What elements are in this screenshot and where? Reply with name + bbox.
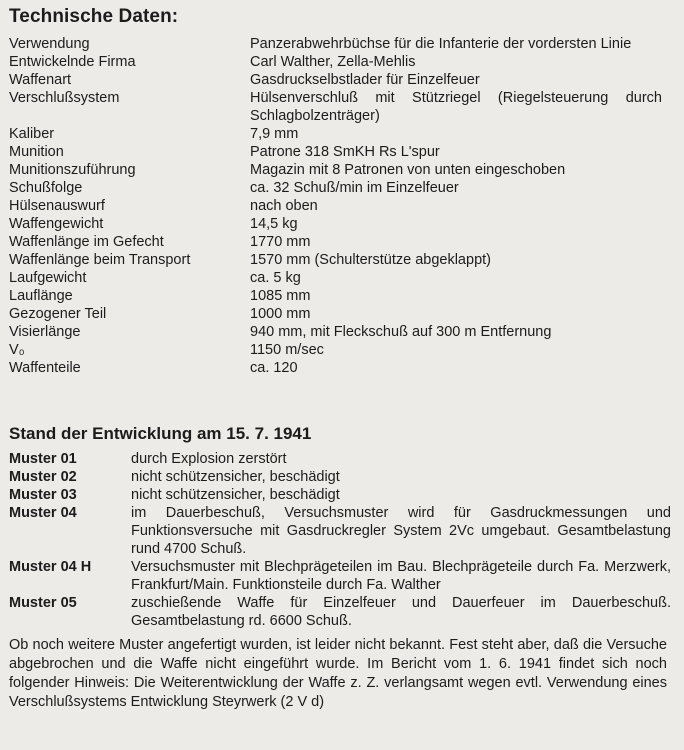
spec-value: 7,9 mm	[250, 126, 299, 142]
spec-label: Waffenteile	[9, 360, 81, 376]
spec-row	[9, 215, 675, 233]
spec-value: 1770 mm	[250, 234, 311, 250]
muster-list	[9, 450, 675, 630]
muster-label: Muster 04	[9, 505, 77, 521]
spec-row	[9, 233, 675, 251]
muster-description: durch Explosion zerstört	[131, 451, 287, 467]
muster-row	[9, 450, 675, 468]
muster-description: Versuchsmuster mit Blechprägeteilen im Bau. Blechprägeteile durch Fa. Merzwerk, Frankfurt/Main. Funktionsteile durch Fa. Walther	[131, 559, 671, 593]
spec-value: Hülsenverschluß mit Stützriegel (Riegelsteuerung durch Schlagbolzenträger)	[250, 90, 662, 124]
spec-row	[9, 71, 675, 89]
spec-label: Verschlußsystem	[9, 90, 120, 106]
spec-row	[9, 197, 675, 215]
muster-row	[9, 558, 675, 594]
muster-label: Muster 02	[9, 469, 77, 485]
spec-row	[9, 53, 675, 71]
spec-value: 1150 m/sec	[250, 342, 324, 358]
spec-value: Panzerabwehrbüchse für die Infanterie der vordersten Linie	[250, 36, 632, 52]
muster-row	[9, 594, 675, 630]
muster-label: Muster 04 H	[9, 559, 92, 575]
spec-row	[9, 323, 675, 341]
spec-label: Entwickelnde Firma	[9, 54, 136, 70]
spec-value: Patrone 318 SmKH Rs L'spur	[250, 144, 440, 160]
spec-label: Verwendung	[9, 36, 90, 52]
spec-label: Munition	[9, 144, 64, 160]
spec-row	[9, 35, 675, 53]
spec-label: Waffenlänge beim Transport	[9, 252, 191, 268]
spec-label: Gezogener Teil	[9, 306, 107, 322]
section-title-stand-der-entwicklung: Stand der Entwicklung am 15. 7. 1941	[9, 424, 312, 443]
spec-label: Hülsenauswurf	[9, 198, 105, 214]
spec-row	[9, 125, 675, 143]
muster-description: zuschießende Waffe für Einzelfeuer und Dauerfeuer im Dauerbeschuß. Gesamtbelastung rd. 6600 Schuß.	[131, 595, 671, 629]
spec-label: Laufgewicht	[9, 270, 87, 286]
muster-label: Muster 05	[9, 595, 77, 611]
spec-row	[9, 305, 675, 323]
closing-paragraph: Ob noch weitere Muster angefertigt wurden, ist leider nicht bekannt. Fest steht aber, daß die Versuche abgebrochen und die Waffe nicht eingeführt wurde. Im Bericht vom 1. 6. 1941 findet sich noch folgender Hinweis: Die Weiterentwicklung der Waffe z. Z. verlangsamt wegen evtl. Verwendung eines Verschlußsystems Entwicklung Steyrwerk (2 V d)	[9, 637, 667, 710]
spec-row	[9, 359, 675, 377]
muster-label: Muster 03	[9, 487, 77, 503]
muster-description: nicht schützensicher, beschädigt	[131, 487, 340, 503]
spec-row	[9, 251, 675, 269]
spec-label: Lauflänge	[9, 288, 73, 304]
spec-label: Kaliber	[9, 126, 55, 142]
spec-label: Waffenlänge im Gefecht	[9, 234, 164, 250]
spec-value: 1570 mm (Schulterstütze abgeklappt)	[250, 252, 491, 268]
spec-label: Waffengewicht	[9, 216, 104, 232]
spec-label: V₀	[9, 342, 25, 358]
muster-row	[9, 486, 675, 504]
spec-row	[9, 143, 675, 161]
spec-value: 1000 mm	[250, 306, 311, 322]
muster-row	[9, 468, 675, 486]
spec-label: Waffenart	[9, 72, 72, 88]
spec-table	[9, 35, 675, 377]
spec-label: Munitionszuführung	[9, 162, 136, 178]
spec-value: 14,5 kg	[250, 216, 298, 232]
spec-value: 940 mm, mit Fleckschuß auf 300 m Entfernung	[250, 324, 552, 340]
spec-value: ca. 120	[250, 360, 298, 376]
spec-row	[9, 89, 675, 125]
spec-label: Schußfolge	[9, 180, 83, 196]
spec-row	[9, 341, 675, 359]
spec-value: ca. 5 kg	[250, 270, 301, 286]
spec-row	[9, 179, 675, 197]
spec-value: 1085 mm	[250, 288, 311, 304]
spec-row	[9, 287, 675, 305]
spec-label: Visierlänge	[9, 324, 81, 340]
spec-row	[9, 161, 675, 179]
spec-value: Magazin mit 8 Patronen von unten eingeschoben	[250, 162, 566, 178]
muster-description: nicht schützensicher, beschädigt	[131, 469, 340, 485]
spec-value: ca. 32 Schuß/min im Einzelfeuer	[250, 180, 459, 196]
spec-row	[9, 269, 675, 287]
muster-description: im Dauerbeschuß, Versuchsmuster wird für Gasdruckmessungen und Funktionsversuche mit Gasdruckregler System 2Vc umgebaut. Gesamtbelastung rund 4700 Schuß.	[131, 505, 671, 557]
muster-label: Muster 01	[9, 451, 77, 467]
spec-value: Carl Walther, Zella-Mehlis	[250, 54, 416, 70]
section-title-technische-daten: Technische Daten:	[9, 6, 179, 27]
spec-value: nach oben	[250, 198, 318, 214]
muster-row	[9, 504, 675, 558]
spec-value: Gasdruckselbstlader für Einzelfeuer	[250, 72, 480, 88]
